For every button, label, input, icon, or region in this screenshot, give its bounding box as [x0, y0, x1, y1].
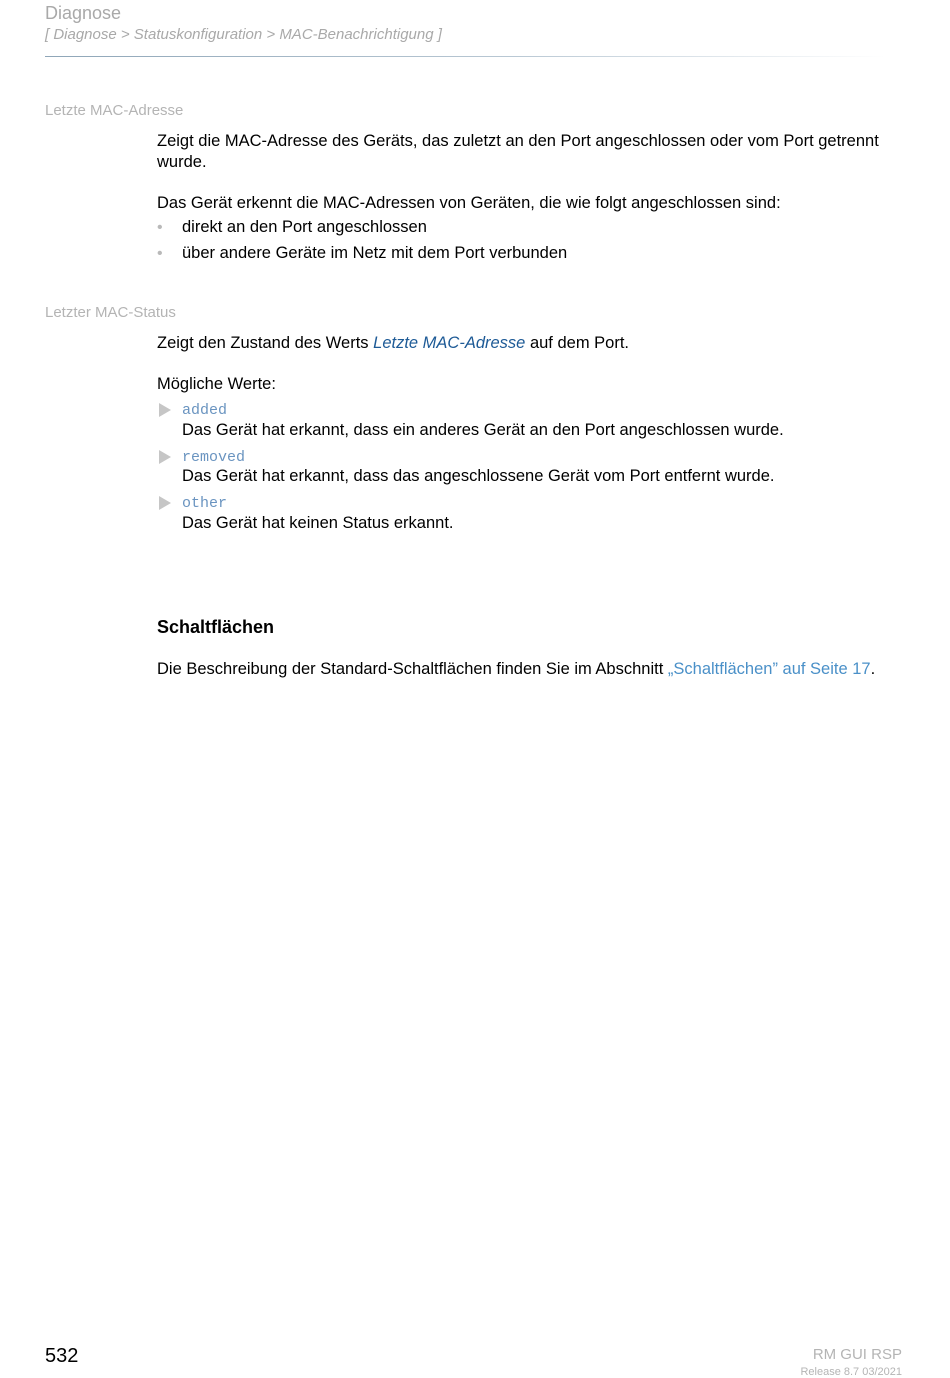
text-fragment: Die Beschreibung der Standard-Schaltflächen finden Sie im Abschnitt [157, 660, 668, 678]
text-fragment: . [870, 660, 876, 678]
bullet-icon: • [157, 219, 163, 236]
header-divider [45, 56, 885, 57]
crossref-last-mac-address[interactable]: Letzte MAC-Adresse [373, 334, 526, 352]
text-fragment: auf dem Port. [525, 334, 630, 352]
value-description-added: Das Gerät hat erkannt, dass ein anderes Gerät an den Port angeschlossen wurde. [182, 421, 784, 439]
buttons-description [157, 659, 917, 680]
link-buttons-page-17[interactable]: „Schaltflächen” auf Seite 17 [667, 660, 871, 678]
page-number: 532 [45, 1345, 79, 1367]
section-label-last-mac-address: Letzte MAC-Adresse [45, 102, 184, 119]
bullet-icon: • [157, 245, 163, 262]
last-mac-detection-intro: Das Gerät erkennt die MAC-Adressen von Geräten, die wie folgt angeschlossen sind: [157, 194, 781, 212]
list-item: direkt an den Port angeschlossen [182, 218, 427, 236]
value-description-other: Das Gerät hat keinen Status erkannt. [182, 514, 454, 532]
last-status-description [157, 333, 917, 354]
list-item: über andere Geräte im Netz mit dem Port verbunden [182, 244, 568, 262]
value-code-other: other [182, 495, 228, 512]
breadcrumb: [ Diagnose > Statuskonfiguration > MAC-Benachrichtigung ] [45, 26, 442, 43]
chapter-title: Diagnose [45, 3, 122, 23]
footer-product: RM GUI RSP [812, 1346, 902, 1363]
value-description-removed: Das Gerät hat erkannt, dass das angeschlossene Gerät vom Port entfernt wurde. [182, 467, 775, 485]
triangle-marker-icon [159, 450, 171, 464]
last-mac-description: Zeigt die MAC-Adresse des Geräts, das zuletzt an den Port angeschlossen oder vom Port getrennt wurde. [157, 132, 879, 171]
footer-release: Release 8.7 03/2021 [800, 1366, 902, 1378]
value-code-added: added [182, 402, 228, 419]
value-code-removed: removed [182, 449, 246, 466]
section-label-last-mac-status: Letzter MAC-Status [45, 304, 176, 321]
possible-values-label: Mögliche Werte: [157, 375, 276, 393]
text-fragment: Zeigt den Zustand des Werts [157, 334, 374, 352]
triangle-marker-icon [159, 496, 171, 510]
buttons-heading: Schaltflächen [157, 617, 275, 637]
triangle-marker-icon [159, 403, 171, 417]
